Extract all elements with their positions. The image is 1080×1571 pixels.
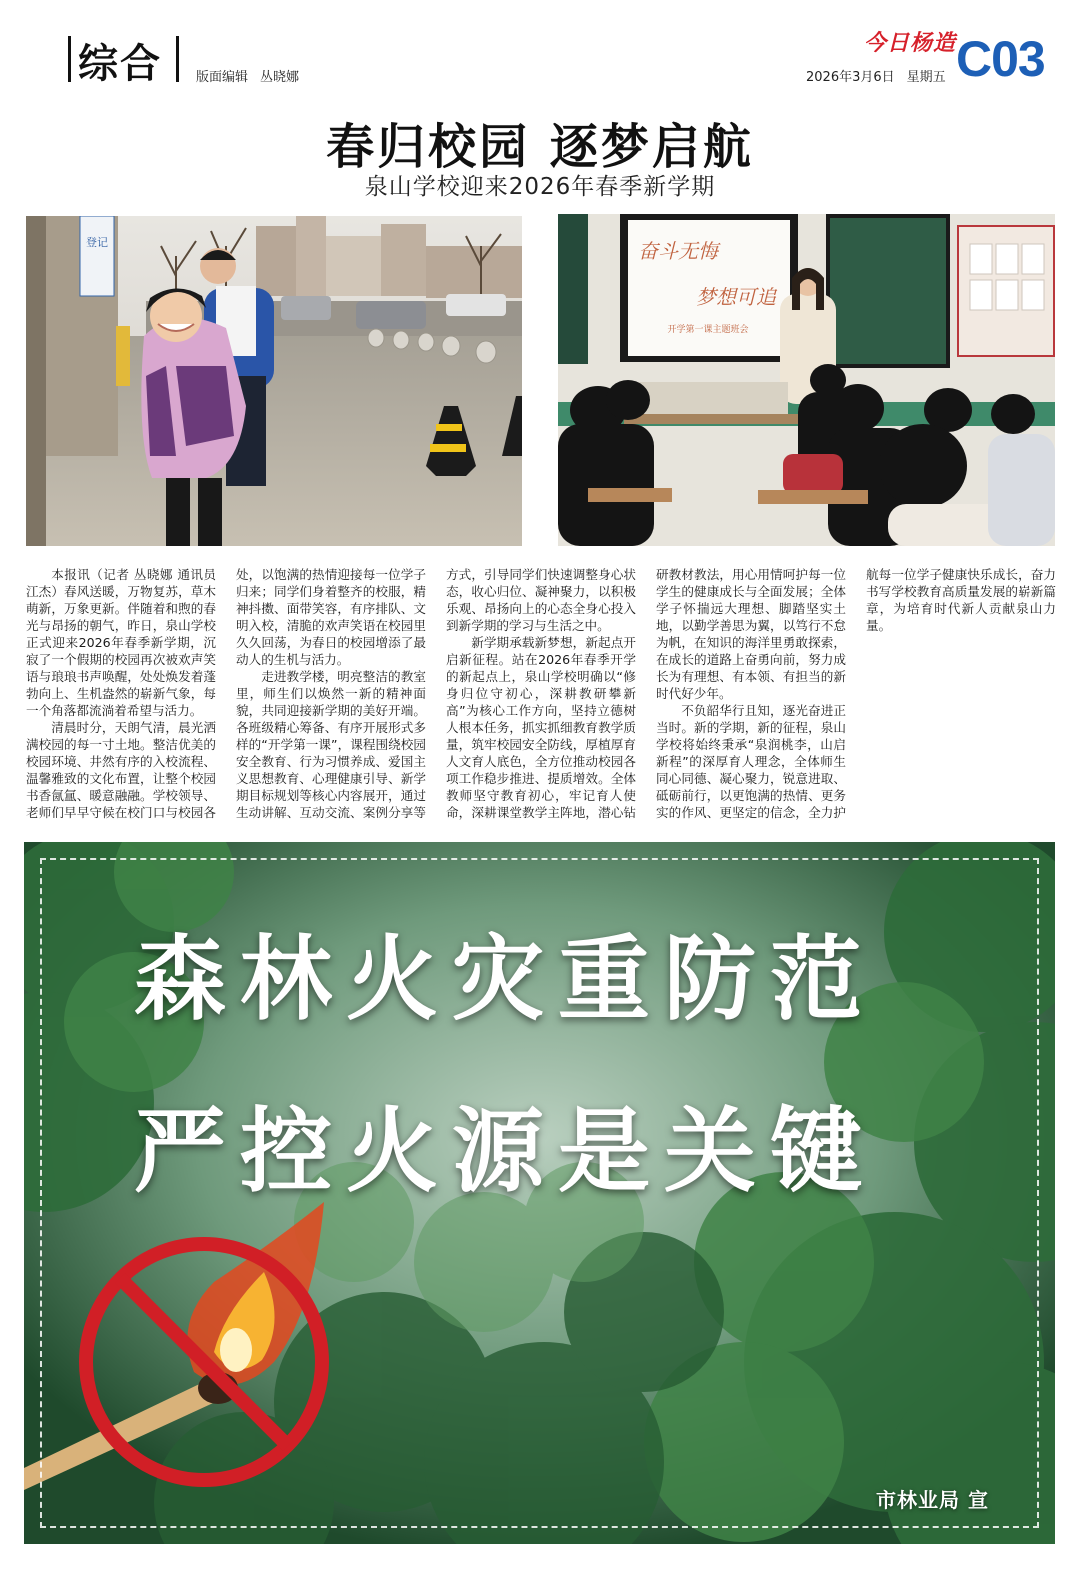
editor-name: 丛晓娜 [260, 70, 300, 85]
date-text: 2026年3月6日 [806, 70, 895, 85]
article-paragraph: 清晨时分，天朗气清，晨光洒满校园的每一寸土地。整洁优美的校园环境、井然有序的入校流程、温馨雅致的文化布置，让整个校园书香氤氲、暖意融融。学校领导、老师们早早守候在校门口与校园各处，以饱满的热情迎接每一位学子归来；同学们身着整齐的校服，精神抖擞、面带笑容，有序排队、文明入校，清脆的欢声笑语在校园里久久回荡，为春日的校园增添了最动人的生机与活力。 [26, 567, 426, 820]
ad-publisher-credit: 市林业局 宣 [876, 1488, 989, 1512]
weekday-text: 星期五 [906, 70, 946, 85]
photo-classroom [558, 214, 1055, 546]
slide-title-line2: 梦想可追 [696, 285, 776, 309]
article-body [26, 566, 1056, 834]
article-subheadline: 泉山学校迎来2026年春季新学期 [364, 174, 716, 200]
forest-fire-psa-ad [24, 842, 1055, 1544]
newspaper-logo: 今日杨造 [864, 30, 957, 56]
article-headline: 春归校园 逐梦启航 [326, 119, 754, 175]
page-header [0, 0, 1080, 100]
section-title: 综合 [78, 41, 162, 87]
ad-slogan-line1: 森林火灾重防范 [134, 926, 877, 1033]
article-paragraph: 走进教学楼，明亮整洁的教室里，师生们以焕然一新的精神面貌，共同迎接新学期的美好开端。各班级精心筹备、有序开展形式多样的“开学第一课”，课程围绕校园安全教育、行为习惯养成、爱国主义思想教育、心理健康引导、新学期目标规划等核心内容展开，通过生动讲解、互动交流、案例分享等方式，引导同学们快速调整身心状态，收心归位、凝神聚力，以积极乐观、昂扬向上的心态全身心投入到新学期的学习与生活之中。 [236, 567, 636, 820]
article-paragraph: 新学期承载新梦想，新起点开启新征程。站在2026年春季开学的新起点上，泉山学校明确以“修身归位守初心，深耕教研攀新高”为核心工作方向，坚持立德树人根本任务，抓实抓细教育教学质量，筑牢校园安全防线，厚植厚育人文育人底色，全方位推动校园各项工作稳步推进、提质增效。全体教师坚守教育初心，牢记育人使命，深耕课堂教学主阵地，潜心钻研教材教法，用心用情呵护每一位学生的健康成长与全面发展；全体学子怀揣远大理想、脚踏坚实土地，以勤学善思为翼，以笃行不怠为帆，在知识的海洋里勇敢探索，在成长的道路上奋勇向前，努力成长为有理想、有本领、有担当的新时代好少年。 [446, 567, 846, 820]
photo-school-entrance [26, 216, 522, 546]
issue-date [806, 66, 946, 85]
article-paragraph: 不负韶华行且知，逐光奋进正当时。新的学期，新的征程，泉山学校将始终秉承“泉润桃李，山启新程”的深厚育人理念，全体师生同心同德、凝心聚力，锐意进取、砥砺前行，以更饱满的热情、更务实的作风、更坚定的信念，全力护航每一位学子健康快乐成长，奋力书写学校教育高质量发展的崭新篇章，为培育时代新人贡献泉山力量。 [656, 567, 1056, 820]
editor-credit [196, 66, 299, 85]
header-divider-left [68, 36, 71, 82]
article-paragraph: 本报讯（记者 丛晓娜 通讯员 江杰）春风送暖，万物复苏，草木萌新，万象更新。伴随着和煦的春光与昂扬的朝气，昨日，泉山学校正式迎来2026年春季新学期，沉寂了一个假期的校园再次被欢声笑语与琅琅书声唤醒，处处焕发着蓬勃向上、生机盎然的崭新气象，每一个角落都流淌着希望与活力。 [26, 567, 216, 718]
header-divider-right [176, 36, 179, 82]
ad-slogan-line2: 严控火源是关键 [134, 1098, 877, 1205]
slide-title-line1: 奋斗无悔 [638, 239, 718, 263]
entrance-sign-text: 登记 [86, 236, 108, 249]
editor-label: 版面编辑 [196, 70, 249, 85]
slide-subtitle: 开学第一课主题班会 [667, 325, 749, 335]
page-number: C03 [956, 31, 1045, 87]
